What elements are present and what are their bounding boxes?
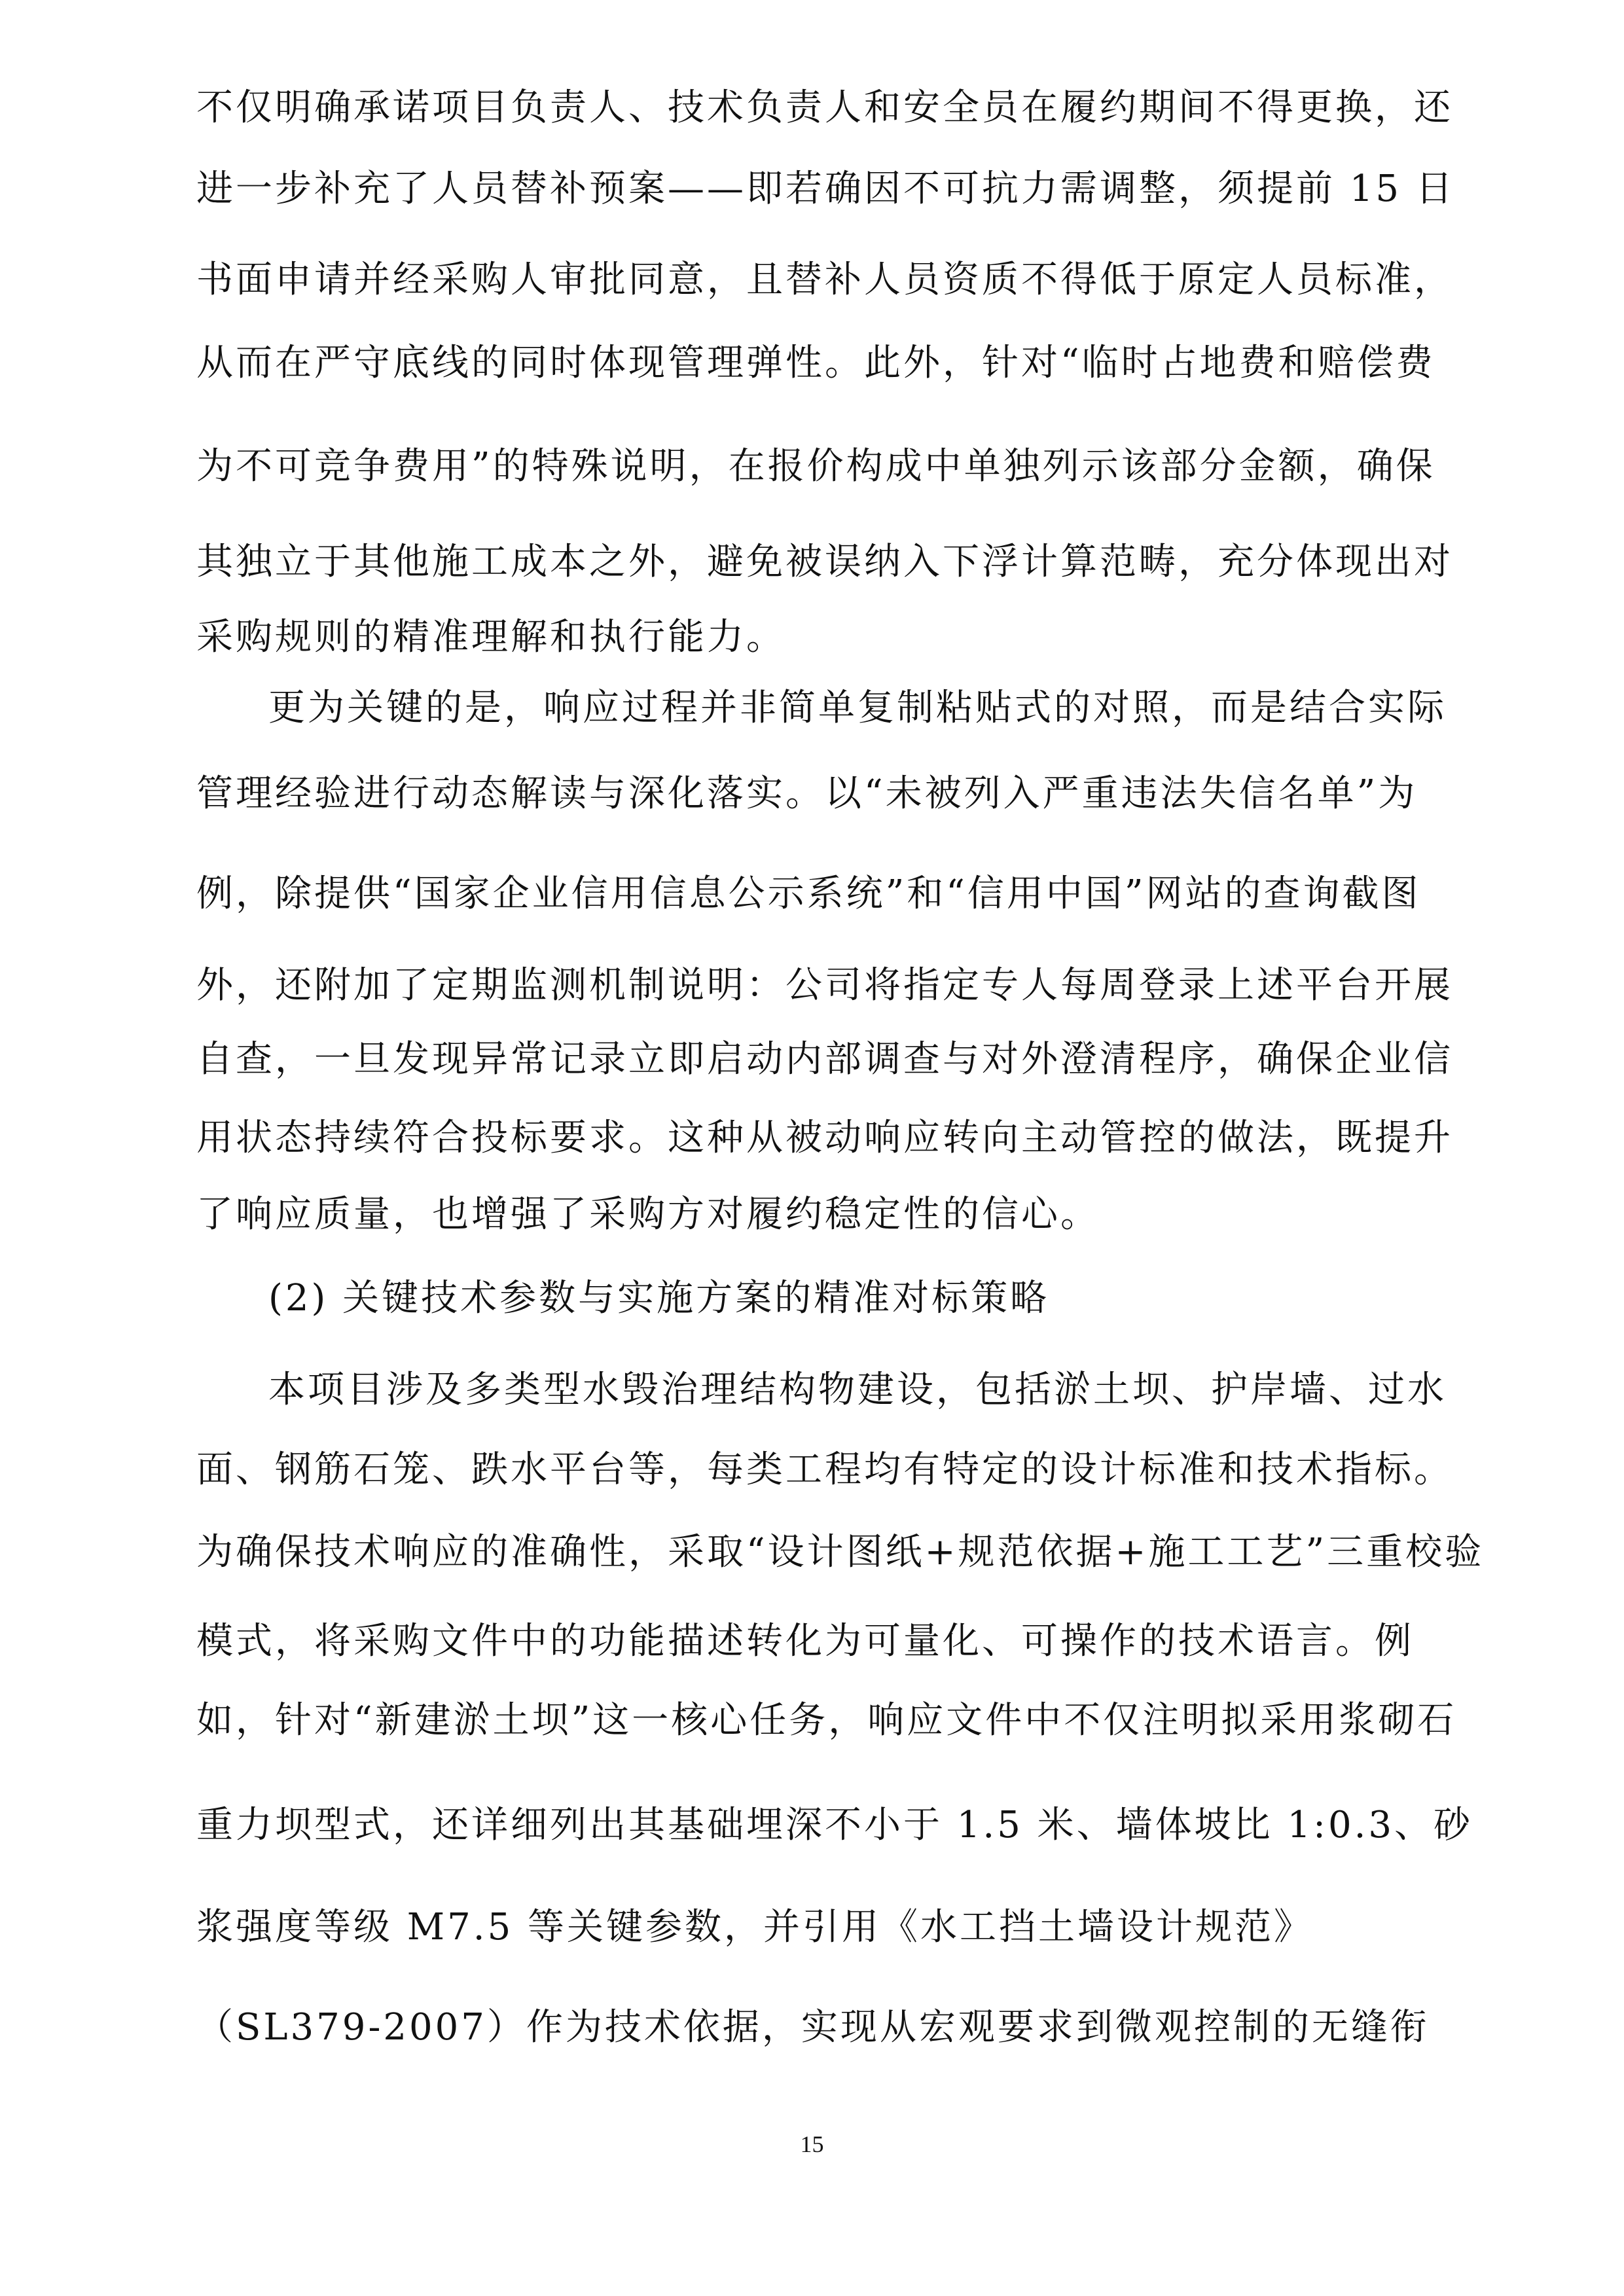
body-text-line: （SL379-2007）作为技术依据，实现从宏观要求到微观控制的无缝衔: [196, 2006, 1430, 2049]
body-text-line: 面、钢筋石笼、跌水平台等，每类工程均有特定的设计标准和技术指标。: [196, 1448, 1453, 1491]
body-text-line: 采购规则的精准理解和执行能力。: [196, 616, 785, 658]
body-text-line: 不仅明确承诺项目负责人、技术负责人和安全员在履约期间不得更换，还: [196, 86, 1453, 129]
body-text-line: 如，针对“新建淤土坝”这一核心任务，响应文件中不仅注明拟采用浆砌石: [196, 1699, 1457, 1742]
body-text-line: 管理经验进行动态解读与深化落实。以“未被列入严重违法失信名单”为: [196, 772, 1418, 815]
section-heading: (2) 关键技术参数与实施方案的精准对标策略: [268, 1277, 1050, 1319]
body-text-line: 外，还附加了定期监测机制说明：公司将指定专人每周登录上述平台开展: [196, 964, 1453, 1007]
page-number: 15: [800, 2131, 824, 2157]
paragraph-first-line: 更为关键的是，响应过程并非简单复制粘贴式的对照，而是结合实际: [268, 687, 1447, 729]
body-text-line: 其独立于其他施工成本之外，避免被误纳入下浮计算范畴，充分体现出对: [196, 541, 1453, 583]
body-text-line: 从而在严守底线的同时体现管理弹性。此外，针对“临时占地费和赔偿费: [196, 342, 1435, 384]
body-text-line: 自查，一旦发现异常记录立即启动内部调查与对外澄清程序，确保企业信: [196, 1038, 1453, 1081]
body-text-line: 了响应质量，也增强了采购方对履约稳定性的信心。: [196, 1193, 1100, 1236]
body-text-line: 为不可竞争费用”的特殊说明，在报价构成中单独列示该部分金额，确保: [196, 445, 1435, 488]
body-text-line: 浆强度等级 M7.5 等关键参数，并引用《水工挡土墙设计规范》: [196, 1906, 1313, 1948]
body-text-line: 为确保技术响应的准确性，采取“设计图纸+规范依据+施工工艺”三重校验: [196, 1531, 1485, 1573]
body-text-line: 模式，将采购文件中的功能描述转化为可量化、可操作的技术语言。例: [196, 1620, 1414, 1662]
body-text-line: 书面申请并经采购人审批同意，且替补人员资质不得低于原定人员标准，: [196, 259, 1453, 301]
body-text-line: 重力坝型式，还详细列出其基础埋深不小于 1.5 米、墙体坡比 1:0.3、砂: [196, 1804, 1473, 1846]
body-text-line: 进一步补充了人员替补预案——即若确因不可抗力需调整，须提前 15 日: [196, 168, 1455, 210]
body-text-line: 用状态持续符合投标要求。这种从被动响应转向主动管控的做法，既提升: [196, 1117, 1453, 1159]
paragraph-first-line: 本项目涉及多类型水毁治理结构物建设，包括淤土坝、护岸墙、过水: [268, 1369, 1447, 1411]
body-text-line: 例，除提供“国家企业信用信息公示系统”和“信用中国”网站的查询截图: [196, 872, 1421, 915]
